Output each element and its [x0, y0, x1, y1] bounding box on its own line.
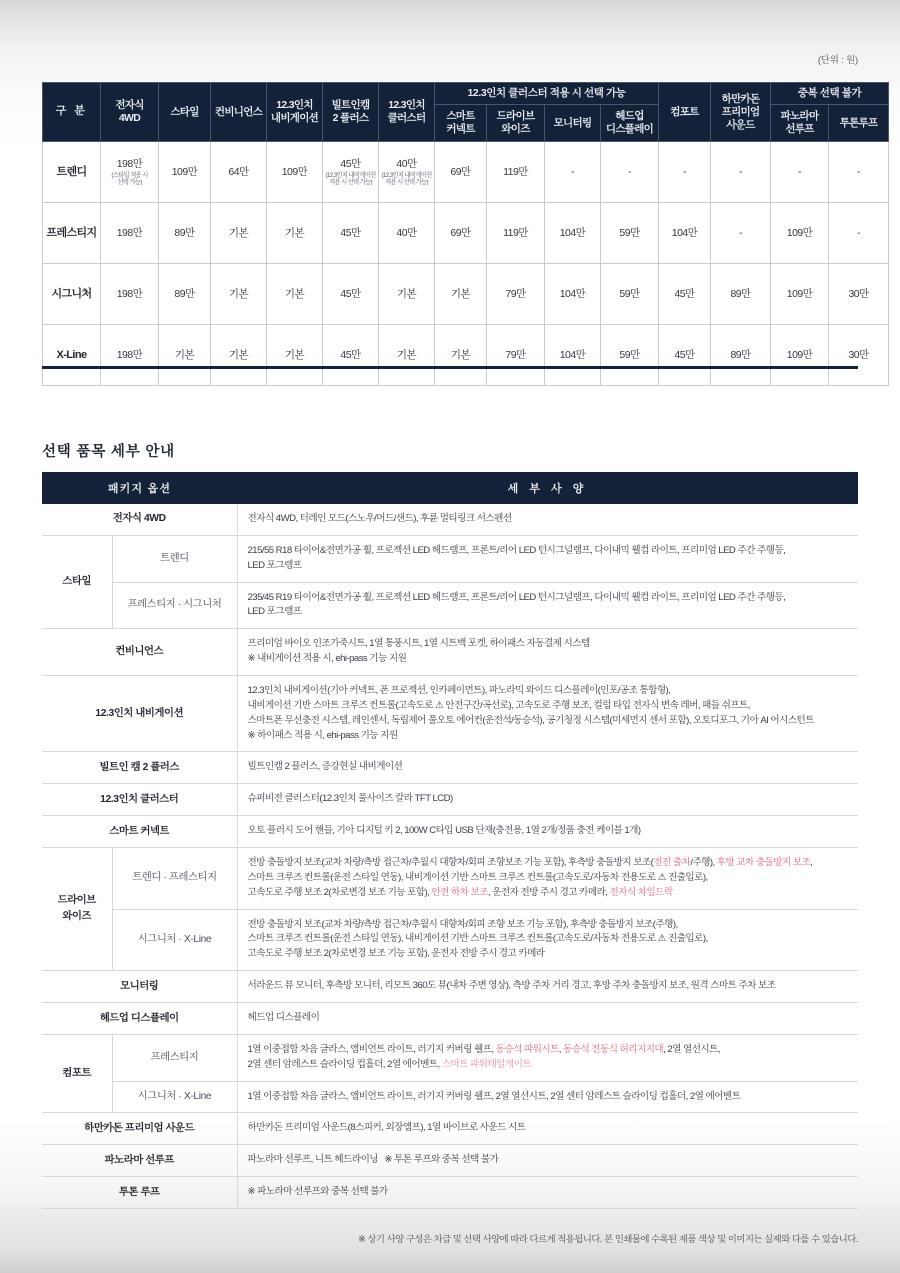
- col-header-panorama-sunroof: [771, 105, 829, 142]
- price-value: 기본: [284, 348, 305, 361]
- detail-package-label: 12.3인치 클러스터: [42, 784, 237, 816]
- price-value: 40만: [396, 157, 417, 170]
- detail-spec-text: 235/45 R19 타이어&전면가공 휠, 프로젝션 LED 헤드램프, 프론트/리어 LED 턴시그널램프, 다이내믹 웰컴 라이트, 프리미엄 LED 주간 주행등, LED 포그램프: [237, 582, 858, 629]
- detail-table: [42, 472, 858, 1209]
- col-header-gubun: 구 분: [43, 83, 101, 142]
- page-title: 선택 품목 세부 안내: [42, 444, 175, 460]
- price-value: -: [739, 165, 742, 178]
- price-cell: [711, 142, 771, 203]
- detail-spec-text: 전방 충돌방지 보조(교차 차량/측방 접근차/추월시 대향차/회피 조향 보조 기능 포함), 후측방 충돌방지 보조(주행), 스마트 크루즈 컨트롤(운전 스타일 연동), 내비게이션 기반 스마트 크루즈 컨트롤(고속도로/자동차 전용도로 ⚠ 진출입로), 고속도로 주행 보조 2(차로변경 보조 기능 포함), 운전자 전방 주시 경고 카메라: [237, 909, 858, 971]
- price-value: 59만: [619, 287, 640, 300]
- detail-package-sublabel: 트렌디 · 프레스티지: [112, 848, 237, 910]
- price-value: 109만: [786, 287, 813, 300]
- price-cell: [323, 325, 379, 386]
- price-value: 104만: [671, 226, 698, 239]
- price-value: 69만: [450, 165, 471, 178]
- price-cell: [101, 325, 159, 386]
- detail-package-label: 스타일: [42, 535, 112, 628]
- price-cell: [323, 203, 379, 264]
- price-value: 45만: [340, 157, 361, 170]
- col-header-drive-wise-label: 드라이브 와이즈: [496, 110, 535, 136]
- col-header-harman: [711, 83, 771, 142]
- col-header-4wd-label: 전자식 4WD: [115, 99, 144, 125]
- price-value: -: [857, 226, 860, 239]
- detail-package-sublabel: 시그니처 · X-Line: [112, 1081, 237, 1113]
- price-value: 198만: [116, 348, 143, 361]
- price-value: 기본: [174, 348, 195, 361]
- price-value: 기본: [228, 348, 249, 361]
- detail-package-label: 파노라마 선루프: [42, 1145, 237, 1177]
- price-cell: [323, 142, 379, 203]
- price-value: 기본: [284, 287, 305, 300]
- detail-table-row: [42, 752, 858, 784]
- price-cell-note: (12.3인치 내비게이션 적용 시 선택 가능): [325, 171, 376, 187]
- price-value: 89만: [730, 287, 751, 300]
- price-value: -: [857, 165, 860, 178]
- price-cell: [659, 142, 711, 203]
- price-cell: [379, 264, 435, 325]
- detail-package-label: 컨비니언스: [42, 629, 237, 676]
- price-cell: [829, 325, 889, 386]
- price-cell: [211, 325, 267, 386]
- col-header-hud: [601, 105, 659, 142]
- price-cell: [159, 325, 211, 386]
- price-cell: [659, 203, 711, 264]
- price-value: -: [628, 165, 631, 178]
- detail-package-sublabel: 프레스티지 · 시그니처: [112, 582, 237, 629]
- price-value: 104만: [559, 348, 586, 361]
- price-cell: [601, 203, 659, 264]
- col-header-comfort: [659, 83, 711, 142]
- price-cell: [211, 142, 267, 203]
- price-cell: [601, 142, 659, 203]
- col-header-monitoring-label: 모니터링: [553, 116, 592, 129]
- col-header-convenience: [211, 83, 267, 142]
- col-header-style-label: 스타일: [170, 105, 199, 118]
- detail-table-row: [42, 909, 858, 971]
- detail-spec-text: 전방 충돌방지 보조(교차 차량/측방 접근차/추월시 대향차/회피 조향보조 기능 포함), 후측방 충돌방지 보조(전진 출차/주행), 후방 교차 충돌방지 보조, 스마트 크루즈 컨트롤(운전 스타일 연동), 내비게이션 기반 스마트 크루즈 컨트롤(고속도로/자동차 전용도로 ⚠ 진출입로), 고속도로 주행 보조 2(차로변경 보조 기능 포함), 안전 하차 보조, 운전자 전방 주시 경고 카메라, 전자식 차일드락: [237, 848, 858, 910]
- detail-table-row: [42, 848, 858, 910]
- detail-table-row: [42, 582, 858, 629]
- detail-package-label: 전자식 4WD: [42, 504, 237, 535]
- detail-col-header-package: 패키지 옵션: [42, 472, 237, 504]
- price-value: 109만: [281, 165, 308, 178]
- price-cell: [159, 203, 211, 264]
- price-value: 119만: [503, 226, 528, 239]
- detail-spec-text: 서라운드 뷰 모니터, 후측방 모니터, 리모트 360도 뷰(내차 주변 영상), 측방 주차 거리 경고, 후방 주차 충돌방지 보조, 원격 스마트 주차 보조: [237, 971, 858, 1003]
- price-cell: [435, 325, 487, 386]
- detail-package-label: 빌트인 캠 2 플러스: [42, 752, 237, 784]
- price-cell: [545, 325, 601, 386]
- price-cell: [771, 264, 829, 325]
- price-value: 기본: [228, 287, 249, 300]
- detail-package-sublabel: 시그니처 · X-Line: [112, 909, 237, 971]
- detail-table-container: [42, 472, 858, 1209]
- price-cell: [379, 142, 435, 203]
- price-value: 109만: [786, 226, 813, 239]
- price-value: 89만: [730, 348, 751, 361]
- detail-table-row: [42, 1177, 858, 1209]
- price-cell: [545, 203, 601, 264]
- detail-package-label: 컴포트: [42, 1034, 112, 1113]
- detail-package-label: 드라이브 와이즈: [42, 848, 112, 971]
- price-table-body: [43, 142, 889, 386]
- col-header-4wd: [101, 83, 159, 142]
- detail-package-label: 스마트 커넥트: [42, 816, 237, 848]
- detail-spec-text: 슈퍼비전 클러스터(12.3인치 풀사이즈 칼라 TFT LCD): [237, 784, 858, 816]
- detail-package-label: 헤드업 디스플레이: [42, 1003, 237, 1035]
- detail-table-row: [42, 1003, 858, 1035]
- price-value: 89만: [174, 226, 195, 239]
- price-cell: [771, 203, 829, 264]
- detail-spec-text: ※ 파노라마 선루프와 중복 선택 불가: [237, 1177, 858, 1209]
- price-value: 기본: [450, 287, 471, 300]
- detail-spec-text: 1열 이중접합 차음 글라스, 앰비언트 라이트, 러기지 커버링 쉘프, 동승석 파워시트, 동승석 전동식 허리지지대, 2열 열선시트, 2열 센터 암레스트 슬라이딩 컵홀더, 2열 에어벤트, 스마트 파워테일게이트: [237, 1034, 858, 1081]
- price-value: 109만: [786, 348, 813, 361]
- price-value: 기본: [396, 287, 417, 300]
- price-value: 104만: [559, 226, 586, 239]
- col-header-smart-connect: [435, 105, 487, 142]
- price-cell: [545, 142, 601, 203]
- price-cell: [211, 264, 267, 325]
- price-value: 45만: [674, 287, 695, 300]
- col-header-cluster: [379, 83, 435, 142]
- detail-spec-text: 파노라마 선루프, 니트 헤드라이닝 ※ 투톤 루프와 중복 선택 불가: [237, 1145, 858, 1177]
- price-value: 59만: [619, 226, 640, 239]
- price-value: 45만: [340, 348, 361, 361]
- detail-spec-text: 12.3인치 내비게이션(기아 커넥트, 폰 프로젝션, 인카페이먼트), 파노라믹 와이드 디스플레이(인포/공조 통합형), 내비게이션 기반 스마트 크루즈 컨트롤(고속도로 ⚠ 안전구간/곡선로), 고속도로 주행 보조, 컬럼 타입 전자식 변속 레버, 패들 쉬프트, 스마트폰 무선충전 시스템, 레인센서, 독립제어 풀오토 에어컨(운전석/동승석), 공기청정 시스템(미세먼지 센서 포함), 오토디포그, 기아 AI 어시스턴트 ※ 하이패스 적용 시, ehi-pass 기능 지원: [237, 676, 858, 752]
- price-cell: [771, 142, 829, 203]
- price-value: -: [798, 165, 801, 178]
- price-table-head: [43, 83, 889, 142]
- price-value: 198만: [116, 226, 143, 239]
- price-cell: [601, 325, 659, 386]
- detail-table-row: [42, 1113, 858, 1145]
- price-value: -: [683, 165, 686, 178]
- price-value: 30만: [848, 348, 869, 361]
- col-header-smart-connect-label: 스마트 커넥트: [446, 110, 475, 136]
- detail-table-row: [42, 784, 858, 816]
- price-row-label: 프레스티지: [43, 203, 101, 264]
- col-header-comfort-label: 컴포트: [670, 105, 699, 118]
- group-header-cluster-required: 12.3인치 클러스터 적용 시 선택 가능: [435, 83, 659, 105]
- col-header-cluster-label: 12.3인치 클러스터: [387, 99, 426, 125]
- price-row-label: 시그니처: [43, 264, 101, 325]
- detail-table-row: [42, 1081, 858, 1113]
- detail-spec-text: 헤드업 디스플레이: [237, 1003, 858, 1035]
- detail-spec-text: 하만카돈 프리미엄 사운드(8스피커, 외장앰프), 1열 바이브로 사운드 시트: [237, 1113, 858, 1145]
- col-header-monitoring: [545, 105, 601, 142]
- detail-col-header-spec: 세 부 사 양: [237, 472, 858, 504]
- price-cell: [267, 325, 323, 386]
- price-table-row: [43, 142, 889, 203]
- col-header-hud-label: 헤드업 디스플레이: [605, 110, 654, 136]
- price-cell: [379, 203, 435, 264]
- price-cell: [435, 142, 487, 203]
- price-cell: [435, 264, 487, 325]
- unit-note: (단위 : 원): [817, 55, 858, 66]
- price-cell: [545, 264, 601, 325]
- detail-package-sublabel: 프레스티지: [112, 1034, 237, 1081]
- detail-spec-text: 오토 플러시 도어 핸들, 기아 디지털 키 2, 100W C타입 USB 단재(충전용, 1열 2개/정품 충전 케이블 1개): [237, 816, 858, 848]
- price-value: 198만: [116, 287, 143, 300]
- col-header-panorama-sunroof-label: 파노라마 선루프: [780, 110, 819, 136]
- price-cell: [267, 142, 323, 203]
- price-table-row: [43, 203, 889, 264]
- price-value: 119만: [503, 165, 528, 178]
- detail-table-row: [42, 971, 858, 1003]
- price-value: 89만: [174, 287, 195, 300]
- price-cell: [267, 264, 323, 325]
- price-value: 109만: [171, 165, 198, 178]
- price-cell: [159, 264, 211, 325]
- group-header-exclusive: 중복 선택 불가: [771, 83, 889, 105]
- col-header-style: [159, 83, 211, 142]
- price-cell-note: (12.3인치 내비게이션 적용 시 선택 가능): [381, 171, 432, 187]
- col-header-harman-label: 하만카돈 프리미엄 사운드: [721, 92, 760, 131]
- price-row-label: X-Line: [43, 325, 101, 386]
- detail-spec-text: 빌트인캠 2 플러스, 증강현실 내비게이션: [237, 752, 858, 784]
- price-cell: [711, 325, 771, 386]
- price-value: 79만: [505, 348, 526, 361]
- detail-spec-text: 1열 이중접합 차음 글라스, 앰비언트 라이트, 러기지 커버링 쉘프, 2열 열선시트, 2열 센터 암레스트 슬라이딩 컵홀더, 2열 에어벤트: [237, 1081, 858, 1113]
- detail-package-sublabel: 트렌디: [112, 535, 237, 582]
- price-value: 69만: [450, 226, 471, 239]
- col-header-navigation: [267, 83, 323, 142]
- price-cell: [711, 203, 771, 264]
- price-cell: [159, 142, 211, 203]
- detail-package-label: 12.3인치 내비게이션: [42, 676, 237, 752]
- price-cell: [267, 203, 323, 264]
- price-value: 기본: [450, 348, 471, 361]
- footer-disclaimer: ※ 상기 사양 구성은 차급 및 선택 사양에 따라 다르게 적용됩니다. 본 인쇄물에 수록된 제품 색상 및 이미지는 실제와 다를 수 있습니다.: [357, 1234, 858, 1244]
- price-table-container: [42, 82, 878, 386]
- detail-package-label: 하만카돈 프리미엄 사운드: [42, 1113, 237, 1145]
- price-value: 45만: [674, 348, 695, 361]
- detail-table-body: [42, 504, 858, 1209]
- detail-table-row: [42, 535, 858, 582]
- price-cell: [379, 325, 435, 386]
- price-table-row: [43, 264, 889, 325]
- col-header-builtincam: [323, 83, 379, 142]
- col-header-convenience-label: 컨비니언스: [214, 105, 263, 118]
- price-header-row-1: [43, 83, 889, 105]
- price-cell: [101, 264, 159, 325]
- price-value: 기본: [396, 348, 417, 361]
- price-cell: [101, 203, 159, 264]
- price-value: 104만: [559, 287, 586, 300]
- price-cell: [829, 142, 889, 203]
- col-header-twotone-roof-label: 투톤루프: [839, 116, 878, 129]
- price-cell: [323, 264, 379, 325]
- price-cell: [771, 325, 829, 386]
- price-cell: [659, 264, 711, 325]
- price-value: 40만: [396, 226, 417, 239]
- price-table-row: [43, 325, 889, 386]
- detail-table-row: [42, 1034, 858, 1081]
- detail-table-row: [42, 629, 858, 676]
- price-cell: [601, 264, 659, 325]
- price-value: 64만: [228, 165, 249, 178]
- price-cell: [487, 142, 545, 203]
- price-cell: [659, 325, 711, 386]
- price-value: 45만: [340, 287, 361, 300]
- price-value: 198만: [116, 157, 143, 170]
- price-table: [42, 82, 889, 386]
- price-value: 45만: [340, 226, 361, 239]
- price-value: 30만: [848, 287, 869, 300]
- detail-spec-text: 프리미엄 바이오 인조가죽시트, 1열 통풍시트, 1열 시트백 포켓, 하이패스 자동결제 시스템 ※ 내비게이션 적용 시, ehi-pass 기능 지원: [237, 629, 858, 676]
- price-row-label: 트렌디: [43, 142, 101, 203]
- price-cell: [829, 203, 889, 264]
- detail-table-row: [42, 676, 858, 752]
- detail-table-head: [42, 472, 858, 504]
- detail-spec-text: 전자식 4WD, 터레인 모드(스노우/머드/샌드), 후륜 멀티링크 서스펜션: [237, 504, 858, 535]
- detail-table-row: [42, 504, 858, 535]
- price-cell: [435, 203, 487, 264]
- price-cell: [711, 264, 771, 325]
- detail-package-label: 투톤 루프: [42, 1177, 237, 1209]
- price-cell: [101, 142, 159, 203]
- price-value: 기본: [284, 226, 305, 239]
- price-cell-note: (스타일 적용 시 선택 가능): [111, 171, 148, 187]
- col-header-navigation-label: 12.3인치 내비게이션: [270, 99, 319, 125]
- price-value: -: [739, 226, 742, 239]
- detail-spec-text: 215/55 R18 타이어&전면가공 휠, 프로젝션 LED 헤드램프, 프론트/리어 LED 턴시그널램프, 다이내믹 웰컴 라이트, 프리미엄 LED 주간 주행등, LED 포그램프: [237, 535, 858, 582]
- price-value: 79만: [505, 287, 526, 300]
- detail-table-row: [42, 816, 858, 848]
- detail-header-row: [42, 472, 858, 504]
- price-value: 기본: [228, 226, 249, 239]
- detail-package-label: 모니터링: [42, 971, 237, 1003]
- price-cell: [487, 264, 545, 325]
- col-header-builtincam-label: 빌트인캠 2 플러스: [331, 99, 370, 125]
- price-value: -: [571, 165, 574, 178]
- col-header-twotone-roof: [829, 105, 889, 142]
- col-header-drive-wise: [487, 105, 545, 142]
- detail-table-row: [42, 1145, 858, 1177]
- price-cell: [487, 203, 545, 264]
- price-cell: [487, 325, 545, 386]
- price-table-bottom-rule: [42, 366, 858, 369]
- price-cell: [829, 264, 889, 325]
- price-value: 59만: [619, 348, 640, 361]
- price-cell: [211, 203, 267, 264]
